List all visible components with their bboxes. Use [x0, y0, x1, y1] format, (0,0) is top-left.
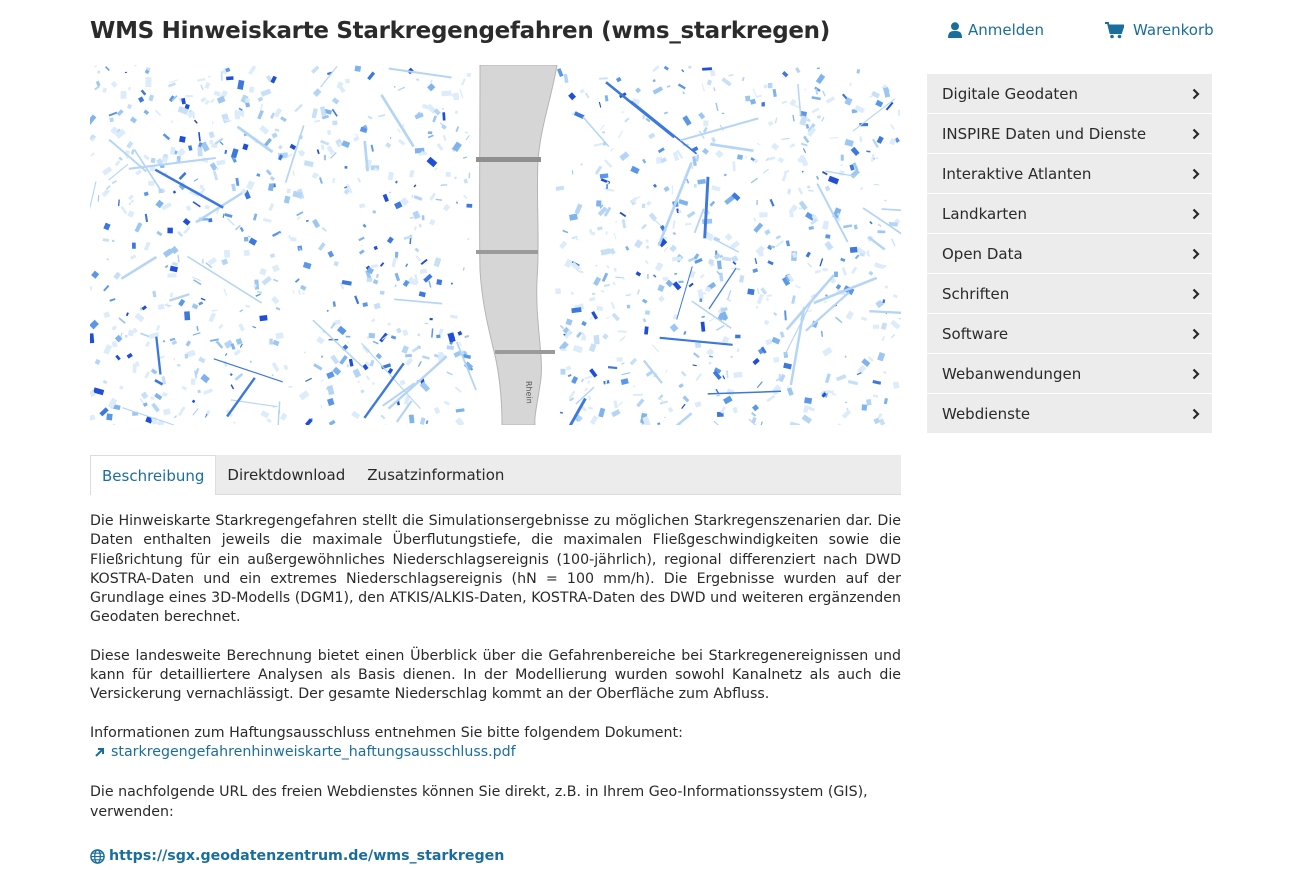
sidebar-item-label: Landkarten [942, 205, 1027, 223]
map-river [476, 65, 557, 425]
disclaimer-document-link[interactable] [94, 743, 516, 762]
flood-hazard-map [90, 65, 901, 425]
sidebar-item-software[interactable] [927, 314, 1212, 353]
sidebar-nav [927, 74, 1212, 434]
cart-link[interactable] [1105, 21, 1214, 39]
river-label: Rhein [524, 381, 534, 404]
tab-bar [90, 455, 901, 495]
chevron-right-icon [1192, 88, 1200, 100]
tab-beschreibung[interactable]: Beschreibung [90, 455, 216, 495]
sidebar-item-label: Webdienste [942, 405, 1030, 423]
sidebar-item-label: Open Data [942, 245, 1023, 263]
globe-icon [90, 849, 105, 864]
tab-zusatzinformation[interactable]: Zusatzinformation [356, 455, 515, 494]
chevron-right-icon [1192, 128, 1200, 140]
description-paragraph: Diese landesweite Berechnung bietet einen Überblick über die Gefahrenbereiche bei Starkregenereignissen und kann für detailliertere Analysen als Basis dienen. In der Modellierung wurden sowohl Kanalnetz als auch die Versickerung vernachlässigt. Der gesamte Niederschlag kommt an der Oberfläche zum Abfluss. [90, 647, 901, 705]
chevron-right-icon [1192, 408, 1200, 420]
description-content [90, 512, 901, 870]
sidebar-item-inspire[interactable] [927, 114, 1212, 153]
service-url-label: https://sgx.geodatenzentrum.de/wms_starkregen [109, 847, 504, 866]
page-title: WMS Hinweiskarte Starkregengefahren (wms_starkregen) [90, 18, 830, 44]
description-paragraph: Die Hinweiskarte Starkregengefahren stellt die Simulationsergebnisse zu möglichen Starkregenszenarien dar. Die Daten enthalten jeweils die maximale Überflutungstiefe, die maximalen Fließgeschwindigkeiten sowie die Fließrichtung für ein außergewöhnliches Niederschlagsereignis (100-jährlich), regional differenziert nach DWD KOSTRA-Daten und ein extremes Niederschlagsereignis (hN = 100 mm/h). Die Ergebnisse wurden auf der Grundlage eines 3D-Modells (DGM1), den ATKIS/ALKIS-Daten, KOSTRA-Daten des DWD und weiteren ergänzenden Geodaten berechnet. [90, 512, 901, 628]
sidebar-item-digitale-geodaten[interactable] [927, 74, 1212, 113]
chevron-right-icon [1192, 168, 1200, 180]
url-intro-text: Die nachfolgende URL des freien Webdienstes können Sie direkt, z.B. in Ihrem Geo-Informationssystem (GIS), verwenden: [90, 783, 901, 822]
sidebar-item-label: Software [942, 325, 1008, 343]
sidebar-item-webdienste[interactable] [927, 394, 1212, 433]
login-label: Anmelden [968, 21, 1044, 39]
chevron-right-icon [1192, 288, 1200, 300]
chevron-right-icon [1192, 368, 1200, 380]
sidebar-item-open-data[interactable] [927, 234, 1212, 273]
sidebar-item-webanwendungen[interactable] [927, 354, 1212, 393]
sidebar-item-schriften[interactable] [927, 274, 1212, 313]
external-link-arrow-icon [94, 747, 105, 758]
cart-label: Warenkorb [1133, 21, 1214, 39]
sidebar-item-interaktive-atlanten[interactable] [927, 154, 1212, 193]
sidebar-item-label: Webanwendungen [942, 365, 1081, 383]
sidebar-item-label: Digitale Geodaten [942, 85, 1078, 103]
user-icon [948, 22, 962, 38]
sidebar-item-label: INSPIRE Daten und Dienste [942, 125, 1146, 143]
chevron-right-icon [1192, 328, 1200, 340]
disclaimer-document-label: starkregengefahrenhinweiskarte_haftungsausschluss.pdf [111, 743, 516, 762]
sidebar-item-label: Schriften [942, 285, 1009, 303]
sidebar-item-label: Interaktive Atlanten [942, 165, 1091, 183]
shopping-cart-icon [1105, 22, 1124, 39]
chevron-right-icon [1192, 208, 1200, 220]
preview-map [90, 65, 901, 425]
tab-direktdownload[interactable]: Direktdownload [216, 455, 356, 494]
chevron-right-icon [1192, 248, 1200, 260]
sidebar-item-landkarten[interactable] [927, 194, 1212, 233]
service-url-link[interactable] [90, 847, 504, 866]
disclaimer-text: Informationen zum Haftungsausschluss entnehmen Sie bitte folgendem Dokument: [90, 724, 901, 743]
login-link[interactable] [948, 21, 1044, 39]
